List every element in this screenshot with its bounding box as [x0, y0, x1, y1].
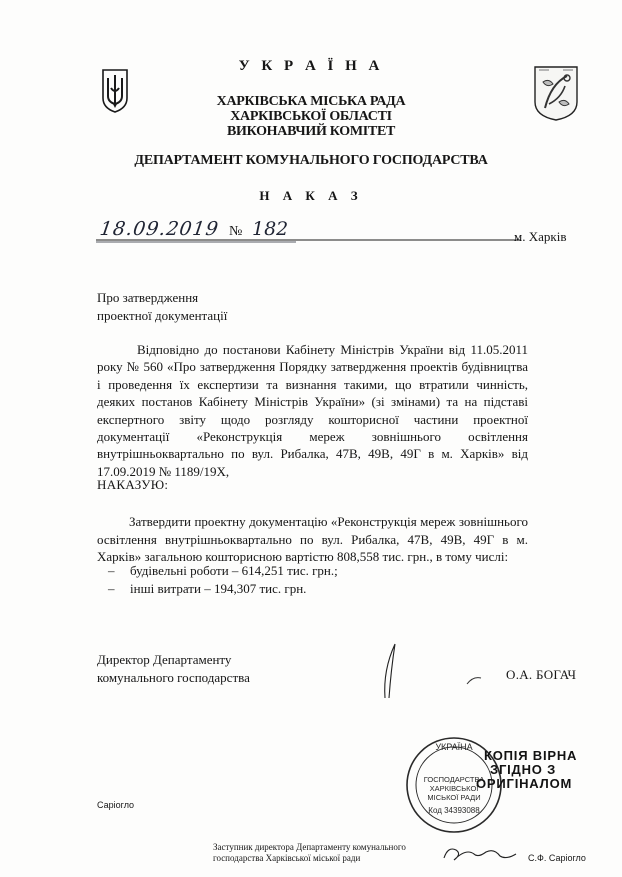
document-type: Н А К А З: [259, 188, 363, 203]
certify-line: ЗГІДНО З: [490, 762, 557, 777]
certifier-title: [213, 842, 406, 864]
stamp-code: Код 34393088: [428, 806, 480, 815]
signer-title: [97, 651, 250, 686]
list-item: [108, 580, 338, 598]
list-item: [108, 562, 338, 580]
signer-title-line: Директор Департаменту: [97, 652, 232, 667]
certifier-name: С.Ф. Саріогло: [528, 853, 586, 863]
stamp-center-line: МІСЬКОЇ РАДИ: [427, 793, 481, 802]
council-heading: [0, 94, 622, 139]
cost-item-text: інші витрати – 194,307 тис. грн.: [130, 581, 307, 596]
order-subject: [97, 289, 227, 325]
executor-name: Саріогло: [97, 800, 135, 810]
signer-name: О.А. БОГАЧ: [506, 667, 577, 682]
council-line: ХАРКІВСЬКОЇ ОБЛАСТІ: [230, 109, 392, 124]
director-signature: [355, 640, 495, 700]
number-label: №: [229, 224, 243, 239]
subject-line: Про затвердження: [97, 290, 199, 305]
basis-paragraph: Відповідно до постанови Кабінету Міністрів України від 11.05.2011 року № 560 «Про затвердження Порядку затвердження проектів будівництва і проведення їх експертизи та визнання такими, що втратили чинність, деяких постанов Кабінету Міністрів України» (зі змінами) та на підставі експертного звіту щодо розгляду кошторисної частини проектної документації «Реконструкція мереж зовнішнього освітлення внутрішньоквартально по вул. Рибалка, 47В, 49В, 49Г в м. Харків» від 17.09.2019 № 1189/19Х,: [97, 342, 528, 479]
cost-items-list: [108, 562, 338, 598]
certify-line: КОПІЯ ВІРНА: [484, 748, 578, 763]
decision-paragraph: Затвердити проектну документацію «Реконструкція мереж зовнішнього освітлення внутрішньоквартально по вул. Рибалка, 47В, 49В, 49Г в м. Харків» загальною кошторисною вартістю 808,558 тис. грн., в тому числі:: [97, 514, 528, 564]
city-label: м. Харків: [514, 229, 567, 244]
stamp-center-line: ГОСПОДАРСТВА: [423, 775, 485, 784]
department-heading: ДЕПАРТАМЕНТ КОМУНАЛЬНОГО ГОСПОДАРСТВА: [134, 153, 488, 168]
order-word: НАКАЗУЮ:: [97, 477, 169, 492]
country-heading: У К Р А Ї Н А: [238, 58, 384, 74]
list-dash: –: [108, 563, 115, 578]
stamp-center-line: ХАРКІВСЬКОЇ: [429, 784, 479, 793]
certifier-signature: [440, 840, 520, 866]
list-dash: –: [108, 581, 115, 596]
certify-line: ОРИГІНАЛОМ: [476, 776, 573, 791]
order-number: 182: [252, 218, 289, 240]
cost-item-text: будівельні роботи – 614,251 тис. грн.;: [130, 563, 338, 578]
signer-title-line: комунального господарства: [97, 669, 250, 685]
subject-line: проектної документації: [97, 308, 228, 323]
certified-copy-stamp: [466, 749, 577, 791]
council-line: ВИКОНАВЧИЙ КОМІТЕТ: [226, 124, 396, 139]
certifier-title-line: господарства Харківської міської ради: [213, 853, 361, 863]
registration-line: [96, 218, 521, 244]
stamp-ring-text: УКРАЇНА: [435, 742, 473, 752]
council-line: ХАРКІВСЬКА МІСЬКА РАДА: [216, 94, 406, 109]
order-date: 18.09.2019: [98, 218, 221, 240]
certifier-title-line: Заступник директора Департаменту комунального: [213, 842, 406, 852]
